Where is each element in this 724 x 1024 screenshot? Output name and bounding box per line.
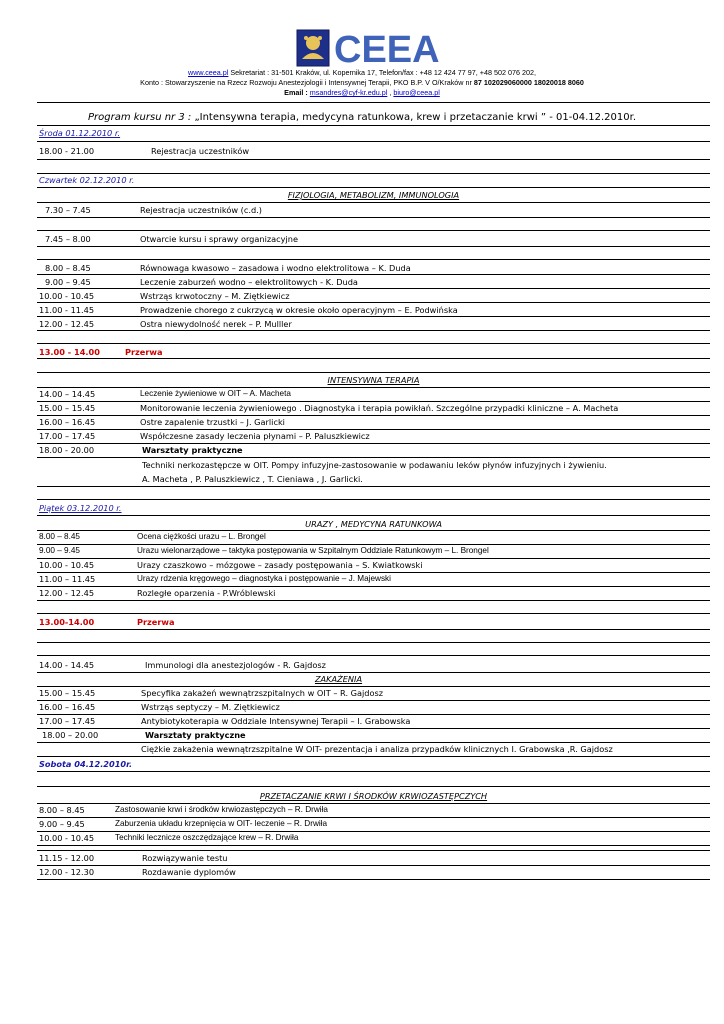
description-cell: Zaburzenia układu krzepnięcia w OIT- leczenie – R. Drwiła: [115, 819, 328, 828]
email-label: Email :: [284, 88, 310, 97]
time-cell: 11.00 – 11.45: [39, 574, 96, 584]
description-cell: Wstrząs septyczy – M. Ziętkiewicz: [141, 702, 280, 712]
time-cell: 13.00-14.00: [39, 617, 95, 627]
table-rule: [37, 141, 710, 142]
website-link[interactable]: www.ceea.pl: [188, 68, 229, 77]
time-cell: 17.00 – 17.45: [39, 431, 96, 441]
time-cell: 18.00 - 21.00: [39, 146, 95, 156]
day-heading: [37, 501, 710, 515]
table-row: [37, 803, 710, 817]
table-rule: [37, 358, 710, 359]
time-cell: 14.00 – 14.45: [39, 389, 96, 399]
course-title: Program kursu nr 3 : „Intensywna terapia, medycyna ratunkowa, krew i przetaczanie krwi ” - 01-04.12.2010r.: [87, 112, 636, 123]
time-cell: 8.00 – 8.45: [39, 805, 85, 815]
table-row: [37, 851, 710, 865]
section-heading: [37, 373, 710, 387]
description-cell: Antybiotykoterapia w Oddziale Intensywnej Terapii – I. Grabowska: [141, 716, 411, 726]
time-cell: Sobota 04.12.2010r.: [39, 759, 133, 769]
table-rule: [37, 343, 710, 344]
time-cell: 10.00 - 10.45: [39, 560, 95, 570]
day-heading: [37, 173, 710, 187]
section-heading: [37, 517, 710, 531]
time-cell: 9.00 – 9.45: [39, 819, 85, 829]
table-row: [37, 232, 710, 246]
section-heading: [37, 789, 710, 803]
header-divider: [37, 102, 710, 103]
description-cell: Specyfika zakażeń wewnątrzszpitalnych w OIT – R. Gajdosz: [141, 688, 384, 698]
description-cell: Ostra niewydolność nerek – P. Mulller: [140, 319, 292, 329]
description-cell: Równowaga kwasowo – zasadowa i wodno elektrolitowa – K. Duda: [140, 263, 411, 273]
table-row: [37, 203, 710, 217]
description-cell: Techniki nerkozastępcze w OIT. Pompy infuzyjne-zastosowanie w podawaniu leków płynów infuzyjnych i żywieniu.: [142, 460, 607, 470]
address-text: Sekretariat : 31-501 Kraków, ul. Kopernika 17, Telefon/fax : +48 12 424 77 97, +48 502 076 202,: [228, 68, 536, 77]
table-rule: [37, 642, 710, 643]
time-cell: 15.00 – 15.45: [39, 688, 96, 698]
table-row: [37, 429, 710, 443]
description-cell: Leczenie zaburzeń wodno – elektrolitowych - K. Duda: [140, 277, 358, 287]
break-row: [37, 345, 710, 359]
description-cell: Wstrząs krwotoczny – M. Ziętkiewicz: [140, 291, 290, 301]
description-cell: Immunologi dla anestezjologów - R. Gajdosz: [145, 660, 326, 670]
time-cell: 7.30 – 7.45: [45, 205, 91, 215]
table-row: [37, 572, 710, 586]
description-cell: Rozległe oparzenia - P.Wróblewski: [137, 588, 276, 598]
table-row: [37, 472, 710, 486]
time-cell: 16.00 – 16.45: [39, 702, 96, 712]
table-row: [37, 728, 710, 742]
time-cell: 9.00 – 9.45: [39, 546, 80, 555]
section-title: URAZY , MEDYCYNA RATUNKOWA: [305, 519, 442, 529]
time-cell: 12.00 - 12.45: [39, 319, 95, 329]
break-row: [37, 615, 710, 629]
time-cell: 10.00 - 10.45: [39, 833, 95, 843]
table-row: [37, 289, 710, 303]
section-title: FIZJOLOGIA, METABOLIZM, IMMUNOLOGIA: [287, 190, 460, 200]
description-cell: Rozdawanie dyplomów: [142, 867, 236, 877]
description-cell: Ostre zapalenie trzustki – J. Garlicki: [140, 417, 285, 427]
description-cell: Rejestracja uczestników (c.d.): [140, 205, 262, 215]
description-cell: Rejestracja uczestników: [151, 146, 250, 156]
table-rule: [37, 330, 710, 331]
table-row: [37, 530, 710, 544]
time-cell: 18.00 - 20.00: [39, 445, 95, 455]
table-rule: [37, 845, 710, 846]
section-heading: [37, 672, 710, 686]
time-cell: 10.00 - 10.45: [39, 291, 95, 301]
email-link-2[interactable]: biuro@ceea.pl: [393, 88, 440, 97]
table-row: [37, 458, 710, 472]
time-cell: 13.00 - 14.00: [39, 347, 100, 357]
table-row: [37, 317, 710, 331]
description-cell: Przerwa: [125, 347, 163, 357]
description-cell: A. Macheta , P. Paluszkiewicz , T. Cieniawa , J. Garlicki.: [142, 474, 363, 484]
description-cell: Ocena ciężkości urazu – L. Brongel: [137, 532, 266, 541]
section-title: ZAKAŻENIA: [314, 674, 363, 684]
table-row: [37, 686, 710, 700]
table-rule: [37, 771, 710, 772]
table-row: [37, 387, 710, 401]
time-cell: Piątek 03.12.2010 r.: [39, 503, 122, 513]
header-address-line: [0, 68, 724, 78]
table-row: [37, 415, 710, 429]
time-cell: 17.00 – 17.45: [39, 716, 96, 726]
time-cell: Czwartek 02.12.2010 r.: [39, 175, 135, 185]
table-row: [37, 817, 710, 831]
header-account-line: [0, 78, 724, 88]
table-rule: [37, 499, 710, 500]
table-row: [37, 275, 710, 289]
section-title: INTENSYWNA TERAPIA: [327, 375, 420, 385]
day-heading: [37, 757, 710, 771]
ceea-logo: [296, 29, 456, 67]
table-rule: [37, 629, 710, 630]
description-cell: Monitorowanie leczenia żywieniowego . Diagnostyka i terapia powikłań. Szczególne przypadki kliniczne – A. Macheta: [140, 403, 619, 413]
table-row: [37, 558, 710, 572]
table-row: [37, 303, 710, 317]
table-rule: [37, 879, 710, 880]
description-cell: Warsztaty praktyczne: [142, 445, 243, 455]
description-cell: Leczenie żywieniowe w OIT – A. Macheta: [140, 389, 291, 398]
table-row: [37, 544, 710, 558]
description-cell: Urazu wielonarządowe – taktyka postępowania w Szpitalnym Oddziale Ratunkowym – L. Brongel: [137, 546, 489, 555]
time-cell: 8.00 – 8.45: [39, 532, 80, 541]
section-title: PRZETACZANIE KRWI I ŚRODKÓW KRWIOZASTĘPCZYCH: [259, 791, 488, 801]
table-row: [37, 700, 710, 714]
account-number: 87 102029060000 18020018 8060: [473, 78, 584, 87]
time-cell: 8.00 – 8.45: [45, 263, 91, 273]
table-row: [37, 261, 710, 275]
table-row: [37, 865, 710, 879]
account-text: Konto : Stowarzyszenie na Rzecz Rozwoju Anestezjologii i Intensywnej Terapii, PKO B.P. V O/Kraków nr: [140, 78, 474, 87]
table-row: [37, 144, 710, 158]
table-rule: [37, 486, 710, 487]
time-cell: 11.00 - 11.45: [39, 305, 95, 315]
time-cell: 12.00 - 12.30: [39, 867, 95, 877]
description-cell: Warsztaty praktyczne: [145, 730, 246, 740]
description-cell: Ciężkie zakażenia wewnątrzszpitalne W OIT- prezentacja i analiza przypadków klinicznych I. Grabowska ,R. Gajdosz: [141, 744, 613, 754]
section-heading: [37, 188, 710, 202]
description-cell: Urazy czaszkowo – mózgowe – zasady postępowania – S. Kwiatkowski: [137, 560, 423, 570]
email-link-1[interactable]: msandres@cyf-kr.edu.pl: [309, 88, 388, 97]
time-cell: 9.00 – 9.45: [45, 277, 91, 287]
day-heading: [37, 126, 710, 140]
time-cell: 16.00 – 16.45: [39, 417, 96, 427]
table-row: [37, 831, 710, 845]
table-rule: [37, 600, 710, 601]
description-cell: Techniki lecznicze oszczędzające krew – R. Drwiła: [115, 833, 299, 842]
table-row: [37, 658, 710, 672]
time-cell: 15.00 – 15.45: [39, 403, 96, 413]
table-rule: [37, 246, 710, 247]
time-cell: 14.00 - 14.45: [39, 660, 95, 670]
table-rule: [37, 655, 710, 656]
table-row: [37, 443, 710, 457]
table-rule: [37, 259, 710, 260]
description-cell: Przerwa: [137, 617, 175, 627]
table-rule: [37, 230, 710, 231]
time-cell: 12.00 - 12.45: [39, 588, 95, 598]
table-rule: [37, 786, 710, 787]
header-email-line: Email : msandres@cyf-kr.edu.pl , biuro@ceea.pl: [284, 88, 440, 97]
table-rule: [37, 159, 710, 160]
description-cell: Otwarcie kursu i sprawy organizacyjne: [140, 234, 299, 244]
table-row: [37, 401, 710, 415]
table-row: [37, 742, 710, 756]
description-cell: Urazy rdzenia kręgowego – diagnostyka i postępowanie – J. Majewski: [137, 574, 391, 583]
description-cell: Zastosowanie krwi i środków krwiozastępczych – R. Drwiła: [115, 805, 328, 814]
table-row: [37, 586, 710, 600]
table-row: [37, 714, 710, 728]
table-rule: [37, 217, 710, 218]
table-rule: [37, 515, 710, 516]
description-cell: Rozwiązywanie testu: [142, 853, 228, 863]
time-cell: 18.00 – 20.00: [42, 730, 99, 740]
description-cell: Prowadzenie chorego z cukrzycą w okresie około operacyjnym – E. Podwińska: [140, 305, 458, 315]
time-cell: 7.45 – 8.00: [45, 234, 91, 244]
description-cell: Współczesne zasady leczenia płynami – P. Paluszkiewicz: [140, 431, 370, 441]
svg-text:CEEA: CEEA: [334, 29, 440, 67]
time-cell: 11.15 - 12.00: [39, 853, 95, 863]
time-cell: Środa 01.12.2010 r.: [39, 128, 121, 138]
table-rule: [37, 613, 710, 614]
